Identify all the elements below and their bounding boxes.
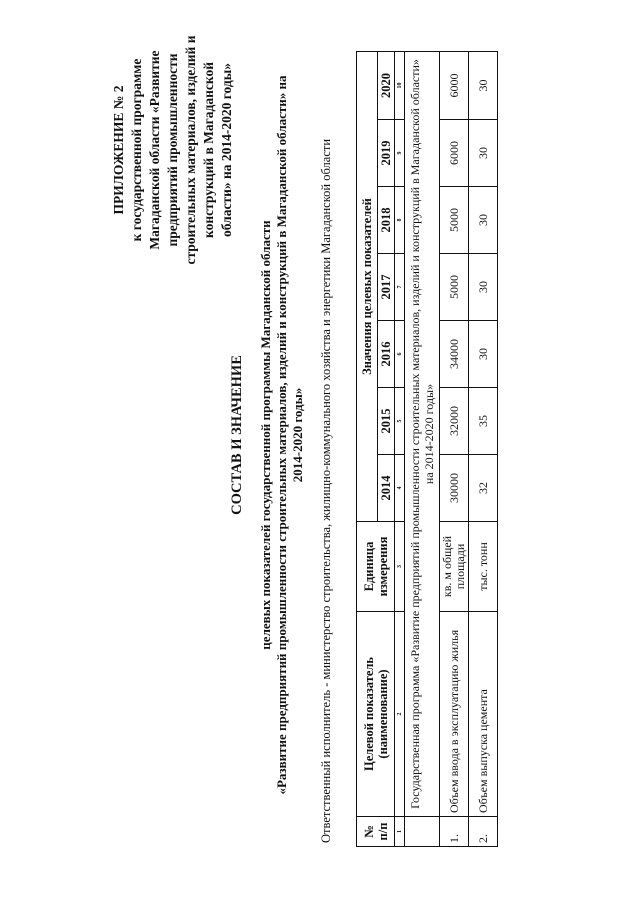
header-num: № п/п bbox=[357, 817, 395, 847]
header-indicator: Целевой показатель (наименование) bbox=[357, 612, 395, 817]
row-value: 30 bbox=[469, 51, 498, 119]
year-2015: 2015 bbox=[378, 388, 395, 455]
row-unit: кв. м общей площади bbox=[440, 522, 469, 612]
column-number: 6 bbox=[395, 321, 405, 388]
table-row bbox=[469, 51, 498, 846]
row-value: 30 bbox=[469, 120, 498, 187]
appendix-text: к государственной программе Магаданской области «Развитие предприятий промышленности строительных материалов, изделий и конструкций в Магаданской области» на 2014-2020 годы» bbox=[129, 35, 234, 265]
year-2019: 2019 bbox=[378, 120, 395, 187]
document-title-block bbox=[228, 65, 306, 805]
table-row bbox=[440, 51, 469, 846]
responsible-executor: Ответственный исполнитель - министерство строительства, жилищно-коммунального хозяйства и энергетики Магаданской области bbox=[319, 138, 333, 843]
column-number: 10 bbox=[395, 51, 405, 119]
program-row bbox=[405, 51, 440, 846]
program-row-num-cell bbox=[405, 817, 440, 847]
program-row-title: Государственная программа «Развитие предприятий промышленности строительных материалов, изделий и конструкций в Магаданской области» на 2014-2020 годы» bbox=[405, 51, 440, 816]
row-value: 30000 bbox=[440, 455, 469, 522]
row-value: 32 bbox=[469, 455, 498, 522]
year-2020: 2020 bbox=[378, 51, 395, 119]
column-number: 8 bbox=[395, 187, 405, 254]
column-number: 5 bbox=[395, 388, 405, 455]
year-2014: 2014 bbox=[378, 455, 395, 522]
document-subtitle-2: «Развитие предприятий промышленности строительных материалов, изделий и конструкций в Магаданской области» на 2014-2020 годы» bbox=[274, 75, 305, 795]
row-unit: тыс. тонн bbox=[469, 522, 498, 612]
row-num: 1. bbox=[440, 817, 469, 847]
row-value: 30 bbox=[469, 187, 498, 254]
row-value: 34000 bbox=[440, 321, 469, 388]
row-value: 35 bbox=[469, 388, 498, 455]
document-subtitle-1: целевых показателей государственной программы Магаданской области bbox=[258, 220, 273, 650]
row-indicator: Объем ввода в эксплуатацию жилья bbox=[440, 612, 469, 817]
column-number: 7 bbox=[395, 254, 405, 321]
row-num: 2. bbox=[469, 817, 498, 847]
document-title: СОСТАВ И ЗНАЧЕНИЕ bbox=[229, 355, 245, 515]
row-value: 6000 bbox=[440, 51, 469, 119]
header-row bbox=[357, 51, 378, 846]
row-value: 32000 bbox=[440, 388, 469, 455]
appendix-title: ПРИЛОЖЕНИЕ № 2 bbox=[111, 85, 126, 215]
row-indicator: Объем выпуска цемента bbox=[469, 612, 498, 817]
row-value: 5000 bbox=[440, 254, 469, 321]
column-number-row bbox=[395, 51, 405, 846]
header-values: Значения целевых показателей bbox=[357, 51, 378, 521]
row-value: 6000 bbox=[440, 120, 469, 187]
row-value: 30 bbox=[469, 254, 498, 321]
appendix-block bbox=[110, 35, 236, 265]
column-number: 4 bbox=[395, 455, 405, 522]
column-number: 9 bbox=[395, 120, 405, 187]
column-number: 2 bbox=[395, 612, 405, 817]
year-2017: 2017 bbox=[378, 254, 395, 321]
column-number: 1 bbox=[395, 817, 405, 847]
row-value: 5000 bbox=[440, 187, 469, 254]
indicators-table bbox=[356, 51, 498, 847]
row-value: 30 bbox=[469, 321, 498, 388]
header-unit: Единица измерения bbox=[357, 522, 395, 612]
year-2016: 2016 bbox=[378, 321, 395, 388]
column-number: 3 bbox=[395, 522, 405, 612]
year-2018: 2018 bbox=[378, 187, 395, 254]
